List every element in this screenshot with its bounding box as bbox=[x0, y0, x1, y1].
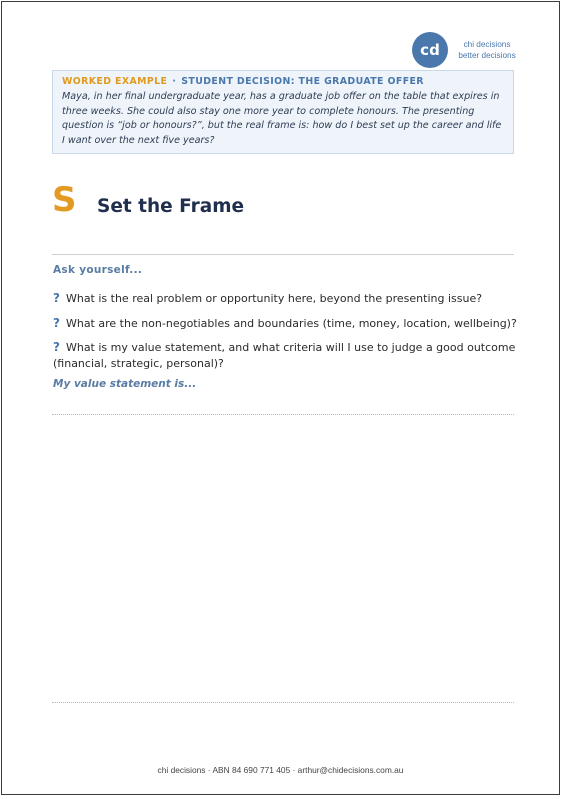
question-item bbox=[53, 315, 523, 332]
question-item bbox=[53, 290, 523, 307]
question-text: What is the real problem or opportunity here, beyond the presenting issue? bbox=[65, 292, 483, 305]
header-separator: · bbox=[172, 76, 177, 87]
ask-yourself-heading: Ask yourself... bbox=[53, 264, 143, 276]
question-mark-icon: ? bbox=[53, 316, 60, 330]
worked-example-label: WORKED EXAMPLE bbox=[62, 76, 168, 87]
question-mark-icon: ? bbox=[53, 340, 60, 354]
answer-line bbox=[52, 414, 514, 415]
logo-tagline bbox=[452, 39, 522, 61]
document-page bbox=[1, 1, 560, 795]
page-footer: chi decisions · ABN 84 690 771 405 · arthur@chidecisions.com.au bbox=[157, 765, 404, 775]
section-title: Set the Frame bbox=[97, 196, 245, 217]
section-divider bbox=[52, 254, 514, 255]
worked-example-text: Maya, in her final undergraduate year, has a graduate job offer on the table that expires in three weeks. She could also stay one more year to complete honours. The presenting question is “job or honours?”, but the real frame is: how do I best set up the career and life I want over the next five years? bbox=[62, 91, 502, 146]
question-text: What are the non-negotiables and boundaries (time, money, location, wellbeing)? bbox=[65, 317, 517, 330]
section-letter: S bbox=[52, 180, 77, 220]
worked-example-header bbox=[62, 75, 504, 88]
logo-slogan: better decisions bbox=[458, 51, 516, 60]
question-item bbox=[53, 339, 523, 372]
worked-example-title: STUDENT DECISION: THE GRADUATE OFFER bbox=[181, 76, 424, 87]
question-mark-icon: ? bbox=[53, 291, 60, 305]
question-text: What is my value statement, and what criteria will I use to judge a good outcome (financial, strategic, personal)? bbox=[53, 341, 516, 370]
logo-monogram: cd bbox=[412, 32, 448, 68]
value-statement-prompt: My value statement is... bbox=[53, 378, 197, 390]
answer-area-bottom-line bbox=[52, 702, 514, 703]
worked-example-box bbox=[52, 70, 514, 154]
logo-name: chi decisions bbox=[463, 40, 511, 49]
